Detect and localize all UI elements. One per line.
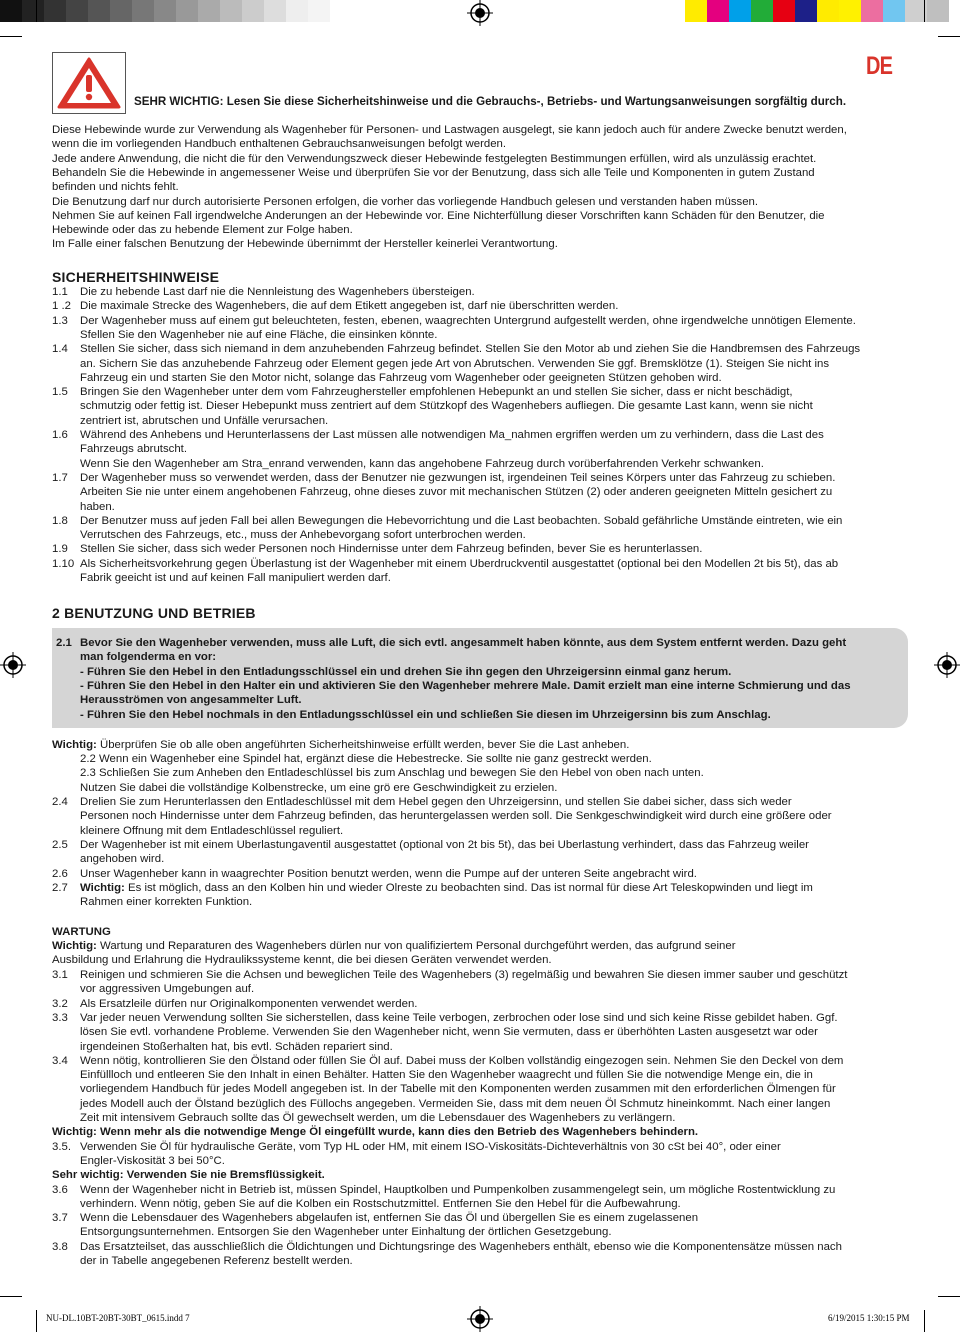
item-text: Während des Anhebens und Herunterlassens der Last müssen alle notwendigen Ma_nahmen ergriffen werden um zu verhindern, dass die Last des — [80, 429, 824, 441]
intro-line: Behandeln Sie die Hebewinde in angemessener Weise und überprüfen Sie vor der Benutzung, dass sich alle Teile und Komponenten in gutem Zustand — [52, 166, 815, 179]
item-text: Verwenden Sie Öl für hydraulische Geräte, vom Typ HL oder HM, mit einem ISO-Viskositäts-Dichteverhältnis von 30 cSt bei 40°, oder einer — [80, 1140, 781, 1153]
intro-line: Diese Hebewinde wurde zur Verwendung als Wagenheber für Personen- und Lastwagen ausgelegt, sie kann jedoch auch für andere Zwecke benutzt werden, — [52, 124, 847, 136]
crop-mark — [924, 1310, 925, 1332]
item-number: 1.9 — [52, 543, 68, 556]
item-text: Der Wagenheber muss so verwendet werden, dass der Benutzer nie gezwungen ist, irgendeinen Teil seines Körpers unter das Fahrzeug zu schieben. — [80, 471, 836, 484]
item-text: der in Tabelle angegebenen Referenz bestellt werden. — [80, 1255, 353, 1267]
boxed-line: man folgenderma en vor: — [80, 651, 217, 664]
item-text: vor aggressiven Umgebungen auf. — [80, 983, 255, 996]
item-text: Die maximale Strecke des Wagenhebers, die auf dem Etikett angegeben ist, darf nie überschritten werden. — [80, 300, 619, 313]
boxed-line: - Führen Sie den Hebel in den Halter ein und aktivieren Sie den Wagenheber mehrere Male. Damit erzielt man eine interne Schmierung und das — [80, 679, 851, 692]
item-text: Verrutschen des Fahrzeugs, etc., muss der Anhebevorgang sofort unterbrochen werden. — [80, 529, 526, 542]
item-number: 3.2 — [52, 997, 68, 1010]
item-text: Wenn die Lebensdauer des Wagenhebers abgelaufen ist, entfernen Sie das Öl und übergellen Sie es einem zugelassenen — [80, 1212, 699, 1225]
boxed-line: - Führen Sie den Hebel in den Entladungsschlüssel ein und drehen Sie ihn gegen den Uhrzeigersinn einmal ganz herum. — [80, 665, 732, 678]
maintenance-note-cont: Ausbildung und Erlahrung die Hydraulikssysteme kennt, die bei diesen Geräten verwendet werden. — [52, 954, 552, 966]
item-text: Bringen Sie den Wagenheber unter dem vom Fahrzeughersteller empfohlenen Hebepunkt an und stellen Sie sicher, dass er nicht beschädigt, — [80, 386, 793, 399]
important-notice: SEHR WICHTIG: Lesen Sie diese Sicherheitshinweise und die Gebrauchs-, Betriebs- und Wartungsanweisungen sorgfältig durch. — [134, 95, 847, 108]
boxed-line: Herausströmen von angesammelter Luft. — [80, 694, 302, 707]
item-text: angehoben wird. — [80, 853, 165, 866]
item-number: 3.1 — [52, 969, 68, 981]
sub-step-line: Nutzen Sie dabei die vollständige Kolbenstrecke, um eine grö ere Geschwindigkeit zu erzielen. — [80, 781, 558, 794]
item-text: Stellen Sie sicher, dass sich niemand in dem anzuhebenden Fahrzeug befindet. Stellen Sie den Motor ab und ziehen Sie die Handbremsen des Fahrzeugs — [80, 343, 861, 356]
item-number: 2.5 — [52, 838, 68, 851]
section-title-usage: 2 BENUTZUNG UND BETRIEB — [52, 605, 256, 621]
item-text: Wenn nötig, kontrollieren Sie den Ölstand oder füllen Sie Öl auf. Dabei muss der Kolben vollständig eingezogen sein. Nehmen Sie den Deckel von dem — [80, 1054, 844, 1067]
intro-line: Die Benutzung darf nur durch autorisierte Personen erfolgen, die vorher das vorliegende Handbuch gelesen und verstanden haben müssen. — [52, 195, 759, 208]
item-number: 1.1 — [52, 286, 68, 298]
item-number: 1 .2 — [52, 300, 71, 313]
item-bold-label: Wichtig: — [80, 881, 125, 894]
section-title-safety: SICHERHEITSHINWEISE — [52, 269, 220, 285]
item-text: schmutzig oder fettig ist. Dieser Hebepunkt muss zentriert auf dem Stützkopf des Wagenhebers aufliegen. Die gesamte Last kann, wenn sie nicht — [80, 400, 813, 413]
crop-mark — [36, 1310, 37, 1332]
intro-line: Hebewinde oder das zu hebende Element zur Folge haben. — [52, 224, 353, 237]
item-number: 1.10 — [52, 557, 75, 570]
intro-line: Im Falle einer falschen Benutzung der Hebewinde übernimmt der Hersteller keinerlei Verantwortung. — [52, 238, 558, 251]
item-number: 2.6 — [52, 867, 68, 880]
item-number: 2.4 — [52, 796, 68, 808]
item-text: Fabrik geeicht ist und auf keinen Fall manipuliert werden darf. — [80, 572, 391, 584]
item-number: 3.6 — [52, 1183, 68, 1196]
item-text: jedes Modell auch der Ölstand bezüglich des Füllochs angegeben. Vermeiden Sie, dass mit dem neuen Öl Schmutz hineinkommt. Nach einer langen — [80, 1097, 831, 1110]
color-bar — [685, 0, 949, 22]
intro-line: wenn die im vorliegenden Handbuch enthaltenen Gebrauchsanweisungen befolgt werden. — [52, 138, 507, 151]
item-text: lösen Sie evtl. vorhandene Probleme. Verwenden Sie den Wagenheber nicht, wenn Sie vermuten, dass er überhöhten Lasten ausgesetzt war oder — [80, 1026, 818, 1039]
item-text: Der Benutzer muss auf jeden Fall bei allen Bewegungen die Hebevorrichtung und die Last beobachten. Sobald gefährliche Umstände eintreten, wie ein — [80, 514, 843, 527]
item-text: Zeit mit intensivem Gebrauch sollte das Öl gewechselt werden, um die Lebensdauer des Wagenhebers zu verlängern. — [80, 1112, 676, 1124]
item-text: vorliegendem Handbuch für jedes Modell angegeben ist. In der Tabelle mit den Komponenten werden zusammen mit den erforderlichen Ölmengen für — [80, 1083, 836, 1096]
warning-triangle-icon — [53, 53, 125, 113]
item-text: Fahrzeugs abrutscht. — [80, 443, 187, 456]
registration-mark-icon — [467, 0, 493, 26]
item-text: Wenn Sie den Wagenheber am Stra_enrand verwenden, kann das angehobene Fahrzeug durch vorüberfahrenden Verkehr schwanken. — [80, 457, 764, 470]
item-text: Entsorgungsunternehmen. Entsorgen Sie den Wagenheber unter Einhaltung der örtlichen Gesetzgebung. — [80, 1226, 612, 1239]
item-text: Personen noch Hindernisse unter dem Fahrzeug befinden, das heruntergelassen werden soll. Die Senkgeschwindigkeit wird durch eine größere oder — [80, 810, 832, 823]
item-number: 2.7 — [52, 881, 68, 894]
registration-mark-icon — [0, 652, 26, 678]
warning-sign — [52, 52, 126, 114]
item-text: verhindern. Wenn nötig, geben Sie auf die Kolben ein Rostschutzmittel. Entfernen Sie den Hebel für die Aufbewahrung. — [80, 1197, 681, 1210]
item-text: Es ist möglich, dass an den Kolben hin und wieder Olreste zu beobachten sind. Das ist normal für diese Art Teleskopwinden und liegt im — [128, 881, 813, 894]
footer-filename: NU-DL.10BT-20BT-30BT_0615.indd 7 — [46, 1313, 190, 1323]
registration-mark-icon — [467, 1306, 493, 1332]
item-number: 1.4 — [52, 343, 68, 356]
registration-mark-icon — [934, 652, 960, 678]
intro-line: Nehmen Sie auf keinen Fall irgendwelche Anderungen an der Hebewinde vor. Eine Nichterfüllung dieser Vorschriften kann Schäden für den Benutzer, die — [52, 209, 825, 222]
grayscale-bar — [0, 0, 330, 22]
item-text: Das Ersatzteilset, das ausschließlich die Öldichtungen und Dichtungsringe des Wagenhebers enthält, ebenso wie die Komponentensätze müssen nach — [80, 1240, 842, 1253]
item-text: Als Ersatzleile dürfen nur Originalkomponenten verwendet werden. — [80, 997, 418, 1010]
item-text: Wenn der Wagenheber nicht in Betrieb ist, müssen Spindel, Hauptkolben und Pumpenkolben zusammengelegt sein, um mögliche Rostentwicklung zu — [80, 1183, 836, 1196]
boxed-line: Bevor Sie den Wagenheber verwenden, muss alle Luft, die sich evtl. angesammelt haben könnte, aus dem System entfernt werden. Dazu geht — [80, 637, 847, 649]
item-number: 1.8 — [52, 514, 68, 527]
important-note: Wichtig: Überprüfen Sie ob alle oben angeführten Sicherheitshinweise erfüllt werden, bever Sie die Last anheben. — [52, 739, 630, 751]
item-text: Die zu hebende Last darf nie die Nennleistung des Wagenhebers übersteigen. — [80, 286, 475, 298]
item-number: 1.5 — [52, 386, 68, 399]
item-text: kleinere Offnung mit dem Entladeschlüssel reguliert. — [80, 824, 344, 837]
item-text: Unser Wagenheber kann in waagrechter Position benutzt werden, wenn die Pumpe auf der unteren Seite angebracht wird. — [80, 867, 697, 880]
item-number: 1.6 — [52, 429, 68, 441]
item-text: an. Sichern Sie das anzuhebende Fahrzeug oder Element gegen jede Art von Abrutschen. Verwenden Sie ggf. Bremsklötze (1). Steigen Sie nicht ins — [80, 357, 830, 370]
item-number: 3.3 — [52, 1011, 68, 1024]
item-text: Der Wagenheber muss auf einem gut beleuchteten, festen, ebenen, waagrechten Untergrund aufgestellt werden, ohne irgendwelche unnötigen Elemente. — [80, 314, 856, 327]
crop-mark — [0, 36, 22, 37]
item-text: Stellen Sie sicher, dass sich weder Personen noch Hindernisse unter dem Fahrzeug befinden, bever Sie es herunterlassen. — [80, 543, 703, 556]
sub-step-line: 2.2 Wenn ein Wagenheber eine Spindel hat, ergänzt diese die Hebestrecke. Sie sollte nie ganz gestreckt werden. — [80, 753, 652, 765]
item-number: 3.5. — [52, 1140, 71, 1153]
maintenance-note: Wichtig: Wartung und Reparaturen des Wagenhebers dürlen nur von qualifiziertem Personal durchgeführt werden, das aufgrund seiner — [52, 940, 736, 952]
brake-fluid-warning: Sehr wichtig: Verwenden Sie nie Bremsflüssigkeit. — [52, 1169, 325, 1182]
item-number: 1.3 — [52, 314, 68, 327]
section-title-maintenance: WARTUNG — [52, 926, 111, 938]
intro-line: Jede andere Anwendung, die nicht die für den Verwendungszweck dieser Hebewinde festgelegten Bestimmungen erfüllen, wird als unzulässig erachtet. — [52, 152, 817, 165]
item-text: Fahrzeug ein und starten Sie den Motor nicht, solange das Fahrzeug vom Wagenheber oder geeigneten Stützen gehoben wird. — [80, 371, 722, 384]
item-number: 2.1 — [56, 637, 72, 649]
item-number: 3.7 — [52, 1212, 68, 1225]
item-text: zentriert ist, abrutschen und Unfälle verursachen. — [80, 414, 329, 427]
item-text: Arbeiten Sie nie unter einem angehobenen Fahrzeug, ohne dieses zuvor mit mechanischen Stützen (2) oder anderen geeigneten Mitteln gesichert zu — [80, 486, 833, 499]
sub-step-line: 2.3 Schließen Sie zum Anheben den Entladeschlüssel bis zum Anschlag und bewegen Sie den Hebel von oben nach unten. — [80, 767, 704, 780]
item-text: Einfüllloch und entleeren Sie den Inhalt in einen Behälter. Hatten Sie den Wagenheber waagrecht und füllen Sie die notwendige Menge ein, die in — [80, 1069, 813, 1082]
crop-mark — [938, 1296, 960, 1297]
intro-line: befinden und nichts fehlt. — [52, 181, 179, 194]
item-text: Drelien Sie zum Herunterlassen den Entladeschlüssel mit dem Hebel gegen den Uhrzeigersinn, und stellen Sie dabei sicher, dass sich weder — [80, 796, 792, 808]
crop-mark — [36, 0, 37, 22]
crop-mark — [938, 36, 960, 37]
item-text: Var jeder neuen Verwendung sollten Sie sicherstellen, dass keine Teile verbogen, zerbrochen oder lose sind und sich keine Risse gebildet haben. Ggf. — [80, 1011, 838, 1024]
item-number: 3.4 — [52, 1054, 68, 1067]
crop-mark — [924, 0, 925, 22]
oil-warning: Wichtig: Wenn mehr als die notwendige Menge Öl eingefüllt wurde, kann dies den Betrieb des Wagenhebers behindern. — [52, 1126, 699, 1139]
item-text: Reinigen und schmieren Sie die Achsen und beweglichen Teile des Wagenhebers (3) regelmäßig und bewahren Sie diesen immer sauber und geschützt — [80, 969, 848, 981]
footer-timestamp: 6/19/2015 1:30:15 PM — [828, 1313, 910, 1323]
item-number: 1.7 — [52, 471, 68, 484]
item-text: Als Sicherheitsvorkehrung gegen Überlastung ist der Wagenheber mit einem Uberdruckventil ausgestattet (optional bei den Modellen 2t bis 5t), das ab — [80, 557, 839, 570]
item-text: haben. — [80, 500, 115, 513]
language-code: DE — [866, 52, 893, 80]
item-text: Engler-Viskosität 3 bei 50°C. — [80, 1154, 225, 1167]
boxed-line: - Führen Sie den Hebel nochmals in den Entladungsschlüssel ein und schließen Sie diesen im Uhrzeigersinn bis zum Anschlag. — [80, 708, 771, 721]
item-text: Rahmen einer korrekten Funktion. — [80, 896, 253, 909]
item-text: Der Wagenheber ist mit einem Uberlastungaventil ausgestattet (optional von 2t bis 5t), das bei Uberlastung verhindert, dass das Fahrzeug weiler — [80, 838, 809, 851]
crop-mark — [0, 1296, 22, 1297]
item-text: Sfellen Sie den Wagenheber nie auf eine Fläche, die einsinken könnte. — [80, 328, 438, 341]
item-number: 3.8 — [52, 1240, 68, 1253]
item-text: irgendeinen Stoßerhalten hat, bis evtl. Schäden repariert sind. — [80, 1040, 393, 1053]
